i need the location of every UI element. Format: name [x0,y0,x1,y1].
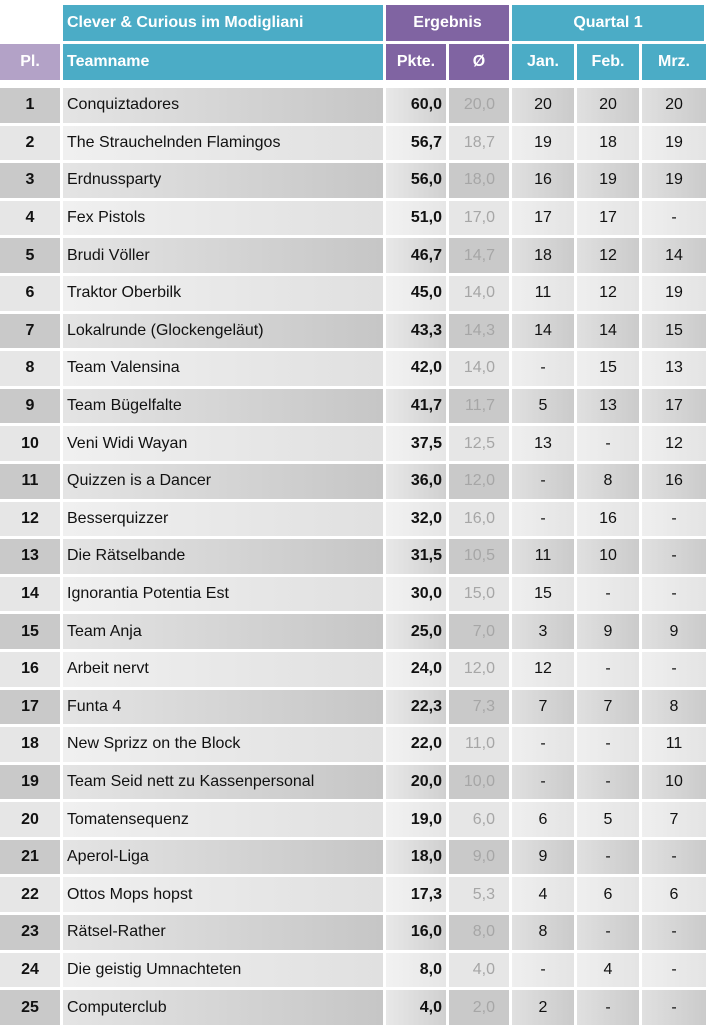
cell-points: 24,0 [386,652,446,687]
cell-points: 17,3 [386,877,446,912]
cell-average: 14,0 [449,276,509,311]
cell-place: 6 [0,276,60,311]
cell-feb: 5 [577,802,639,837]
cell-place: 16 [0,652,60,687]
cell-team-name: Team Seid nett zu Kassenpersonal [63,765,383,800]
cell-average: 11,7 [449,389,509,424]
column-header-jan: Jan. [512,44,574,80]
header-row-columns [0,44,715,80]
cell-average: 2,0 [449,990,509,1025]
cell-place: 13 [0,539,60,574]
cell-place: 23 [0,915,60,950]
cell-mar: - [642,915,706,950]
cell-feb: 13 [577,389,639,424]
cell-place: 5 [0,238,60,273]
ranking-table [0,5,715,1025]
cell-points: 25,0 [386,614,446,649]
table-row [0,840,715,875]
cell-place: 1 [0,88,60,123]
cell-average: 10,0 [449,765,509,800]
cell-feb: 9 [577,614,639,649]
cell-place: 8 [0,351,60,386]
cell-average: 20,0 [449,88,509,123]
cell-average: 7,0 [449,614,509,649]
cell-place: 18 [0,727,60,762]
cell-mar: - [642,840,706,875]
cell-team-name: Team Bügelfalte [63,389,383,424]
column-header-place: Pl. [0,44,60,80]
cell-jan: 2 [512,990,574,1025]
cell-mar: 6 [642,877,706,912]
cell-points: 32,0 [386,502,446,537]
cell-points: 22,0 [386,727,446,762]
cell-place: 2 [0,126,60,161]
cell-points: 22,3 [386,690,446,725]
table-row [0,990,715,1025]
cell-mar: - [642,652,706,687]
cell-jan: - [512,502,574,537]
cell-team-name: Die geistig Umnachteten [63,953,383,988]
cell-jan: 12 [512,652,574,687]
cell-team-name: Fex Pistols [63,201,383,236]
cell-average: 11,0 [449,727,509,762]
cell-feb: - [577,765,639,800]
column-header-mar: Mrz. [642,44,706,80]
cell-average: 5,3 [449,877,509,912]
cell-jan: 18 [512,238,574,273]
column-header-points: Pkte. [386,44,446,80]
cell-jan: 11 [512,276,574,311]
cell-points: 42,0 [386,351,446,386]
table-row [0,539,715,574]
cell-points: 56,7 [386,126,446,161]
cell-feb: 15 [577,351,639,386]
table-row [0,163,715,198]
cell-team-name: Lokalrunde (Glockengeläut) [63,314,383,349]
table-row [0,690,715,725]
cell-place: 4 [0,201,60,236]
cell-place: 12 [0,502,60,537]
table-row [0,652,715,687]
cell-jan: 17 [512,201,574,236]
cell-team-name: Rätsel-Rather [63,915,383,950]
cell-team-name: Erdnussparty [63,163,383,198]
cell-average: 18,0 [449,163,509,198]
cell-feb: 14 [577,314,639,349]
cell-mar: 20 [642,88,706,123]
cell-points: 30,0 [386,577,446,612]
cell-jan: 4 [512,877,574,912]
cell-mar: - [642,201,706,236]
cell-mar: 17 [642,389,706,424]
table-row [0,464,715,499]
cell-average: 4,0 [449,953,509,988]
cell-points: 60,0 [386,88,446,123]
cell-average: 14,3 [449,314,509,349]
cell-mar: 19 [642,163,706,198]
cell-average: 10,5 [449,539,509,574]
cell-average: 17,0 [449,201,509,236]
cell-place: 15 [0,614,60,649]
cell-points: 45,0 [386,276,446,311]
cell-points: 4,0 [386,990,446,1025]
cell-team-name: Team Valensina [63,351,383,386]
cell-mar: 13 [642,351,706,386]
table-row [0,351,715,386]
cell-team-name: Team Anja [63,614,383,649]
cell-jan: 13 [512,426,574,461]
cell-points: 56,0 [386,163,446,198]
cell-feb: 12 [577,238,639,273]
cell-team-name: Quizzen is a Dancer [63,464,383,499]
cell-average: 18,7 [449,126,509,161]
table-body [0,88,715,1025]
cell-mar: - [642,502,706,537]
cell-mar: 14 [642,238,706,273]
table-row [0,426,715,461]
cell-points: 41,7 [386,389,446,424]
cell-jan: - [512,727,574,762]
table-row [0,915,715,950]
cell-average: 7,3 [449,690,509,725]
cell-points: 37,5 [386,426,446,461]
column-header-feb: Feb. [577,44,639,80]
cell-mar: 9 [642,614,706,649]
cell-feb: 19 [577,163,639,198]
cell-feb: - [577,426,639,461]
table-row [0,88,715,123]
cell-place: 11 [0,464,60,499]
cell-points: 19,0 [386,802,446,837]
cell-mar: 8 [642,690,706,725]
table-row [0,502,715,537]
cell-feb: - [577,727,639,762]
cell-jan: 19 [512,126,574,161]
cell-feb: 6 [577,877,639,912]
table-title: Clever & Curious im Modigliani [63,5,383,41]
cell-jan: - [512,953,574,988]
cell-jan: 15 [512,577,574,612]
cell-points: 31,5 [386,539,446,574]
cell-feb: - [577,990,639,1025]
cell-team-name: New Sprizz on the Block [63,727,383,762]
cell-mar: - [642,539,706,574]
cell-jan: - [512,351,574,386]
table-row [0,276,715,311]
cell-average: 15,0 [449,577,509,612]
cell-place: 21 [0,840,60,875]
column-header-team: Teamname [63,44,383,80]
cell-place: 20 [0,802,60,837]
cell-mar: 19 [642,126,706,161]
table-row [0,126,715,161]
table-row [0,802,715,837]
cell-jan: - [512,765,574,800]
cell-team-name: Traktor Oberbilk [63,276,383,311]
cell-feb: 12 [577,276,639,311]
cell-place: 17 [0,690,60,725]
cell-place: 9 [0,389,60,424]
cell-average: 8,0 [449,915,509,950]
cell-jan: 6 [512,802,574,837]
cell-points: 16,0 [386,915,446,950]
cell-mar: 11 [642,727,706,762]
cell-average: 14,0 [449,351,509,386]
cell-mar: - [642,953,706,988]
header-corner [0,5,60,41]
cell-points: 51,0 [386,201,446,236]
cell-jan: 14 [512,314,574,349]
cell-team-name: Ignorantia Potentia Est [63,577,383,612]
table-row [0,238,715,273]
cell-team-name: Besserquizzer [63,502,383,537]
cell-feb: 18 [577,126,639,161]
table-row [0,314,715,349]
cell-jan: 5 [512,389,574,424]
cell-feb: - [577,840,639,875]
cell-feb: 8 [577,464,639,499]
cell-jan: - [512,464,574,499]
cell-team-name: Computerclub [63,990,383,1025]
cell-feb: 10 [577,539,639,574]
table-row [0,953,715,988]
cell-jan: 11 [512,539,574,574]
cell-place: 14 [0,577,60,612]
cell-mar: - [642,990,706,1025]
cell-team-name: Tomatensequenz [63,802,383,837]
cell-average: 12,0 [449,652,509,687]
result-group-header: Ergebnis [386,5,509,41]
cell-jan: 20 [512,88,574,123]
cell-feb: - [577,652,639,687]
cell-feb: 17 [577,201,639,236]
cell-place: 22 [0,877,60,912]
table-row [0,614,715,649]
cell-team-name: Veni Widi Wayan [63,426,383,461]
cell-jan: 7 [512,690,574,725]
cell-jan: 9 [512,840,574,875]
cell-jan: 3 [512,614,574,649]
cell-feb: - [577,577,639,612]
cell-average: 14,7 [449,238,509,273]
cell-points: 46,7 [386,238,446,273]
cell-jan: 8 [512,915,574,950]
cell-points: 20,0 [386,765,446,800]
cell-team-name: Conquiztadores [63,88,383,123]
cell-points: 8,0 [386,953,446,988]
cell-mar: 15 [642,314,706,349]
table-row [0,877,715,912]
table-row [0,577,715,612]
cell-points: 36,0 [386,464,446,499]
cell-place: 3 [0,163,60,198]
cell-mar: 19 [642,276,706,311]
cell-team-name: Arbeit nervt [63,652,383,687]
table-row [0,201,715,236]
cell-place: 10 [0,426,60,461]
cell-feb: - [577,915,639,950]
cell-average: 12,5 [449,426,509,461]
cell-mar: 7 [642,802,706,837]
cell-points: 18,0 [386,840,446,875]
cell-jan: 16 [512,163,574,198]
cell-feb: 16 [577,502,639,537]
cell-mar: 12 [642,426,706,461]
cell-mar: 10 [642,765,706,800]
table-row [0,389,715,424]
cell-team-name: Funta 4 [63,690,383,725]
table-row [0,727,715,762]
cell-team-name: Aperol-Liga [63,840,383,875]
cell-feb: 20 [577,88,639,123]
cell-team-name: Die Rätselbande [63,539,383,574]
cell-place: 7 [0,314,60,349]
cell-team-name: The Strauchelnden Flamingos [63,126,383,161]
cell-place: 25 [0,990,60,1025]
cell-average: 16,0 [449,502,509,537]
cell-mar: - [642,577,706,612]
column-header-average: Ø [449,44,509,80]
cell-points: 43,3 [386,314,446,349]
cell-place: 19 [0,765,60,800]
cell-average: 6,0 [449,802,509,837]
cell-team-name: Ottos Mops hopst [63,877,383,912]
cell-team-name: Brudi Völler [63,238,383,273]
table-row [0,765,715,800]
cell-feb: 7 [577,690,639,725]
quarter-group-header: Quartal 1 [512,5,704,41]
cell-average: 12,0 [449,464,509,499]
cell-feb: 4 [577,953,639,988]
cell-mar: 16 [642,464,706,499]
cell-average: 9,0 [449,840,509,875]
header-row-top [0,5,715,41]
cell-place: 24 [0,953,60,988]
